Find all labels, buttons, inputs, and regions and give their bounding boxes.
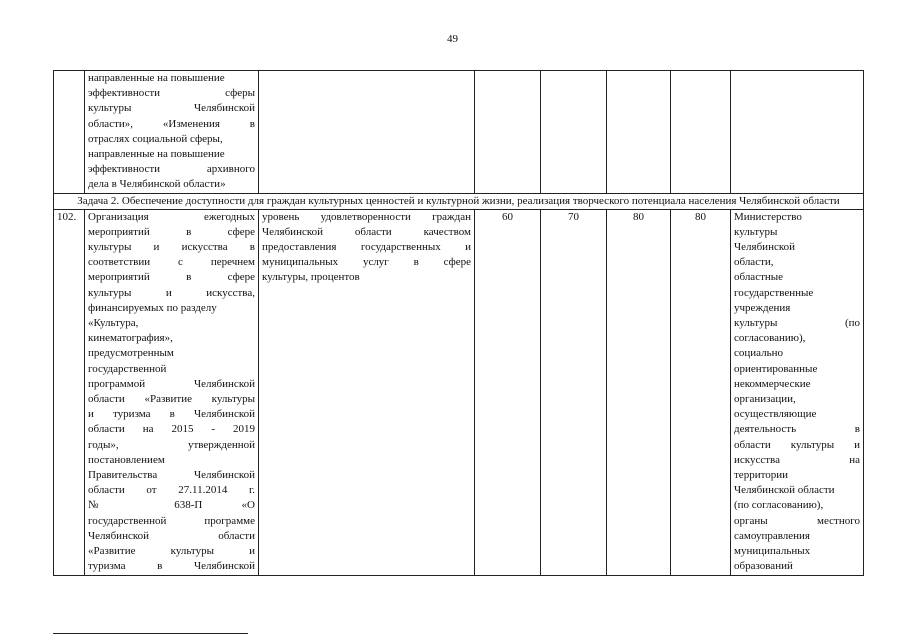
text-line: туризма в Челябинской	[88, 560, 255, 573]
text-line: деятельность в	[734, 423, 860, 436]
text-line: направленные на повышение	[88, 72, 225, 84]
text-line: области на 2015 - 2019	[88, 423, 255, 436]
value-cell: 80	[671, 209, 731, 575]
text-line: муниципальных услуг в сфере	[262, 256, 471, 269]
text-line: ориентированные	[734, 362, 818, 375]
text-line: мероприятий в сфере	[88, 225, 255, 238]
event-text	[88, 210, 255, 575]
text-line: № 638-П «О	[88, 499, 255, 512]
executor-text	[734, 210, 860, 575]
task-heading-row	[54, 193, 864, 209]
indicator-cell-empty	[259, 71, 475, 194]
number-cell-empty	[54, 71, 85, 194]
text-line: области», «Изменения в	[88, 117, 255, 130]
text-line: искусства на	[734, 453, 860, 466]
text-line: организации,	[734, 393, 796, 406]
text-line: соответствии с перечнем	[88, 256, 255, 269]
text-line: области,	[734, 256, 774, 269]
text-line: самоуправления	[734, 529, 810, 542]
text-line: культуры и искусства в	[88, 241, 255, 254]
text-line: культуры	[734, 225, 778, 238]
text-line: отраслях социальной сферы,	[88, 132, 223, 145]
event-continuation-cell	[85, 71, 259, 194]
value-cell-empty	[607, 71, 671, 194]
text-line: программой Челябинской	[88, 377, 255, 390]
text-line: финансируемых по разделу	[88, 301, 217, 314]
text-line: Челябинской	[734, 241, 796, 254]
text-line: постановлением	[88, 453, 165, 466]
text-line: культуры (по	[734, 317, 860, 330]
event-continuation-text	[88, 71, 255, 193]
value-cell-empty	[671, 71, 731, 194]
text-line: предусмотренным	[88, 347, 174, 360]
text-line: области культуры и	[734, 438, 860, 451]
text-line: Челябинской области	[88, 529, 255, 542]
text-line: годы», утвержденной	[88, 438, 255, 451]
task-heading: Задача 2. Обеспечение доступности для граждан культурных ценностей и культурной жизни, реализация творческого потенциала населения Челябинской области	[54, 193, 864, 209]
measures-table	[53, 70, 864, 576]
text-line: образований	[734, 560, 793, 573]
text-line: государственной программе	[88, 514, 255, 527]
indicator-cell	[259, 209, 475, 575]
text-line: муниципальных	[734, 545, 811, 558]
text-line: территории	[734, 469, 789, 482]
value-cell-empty	[475, 71, 541, 194]
text-line: Министерство	[734, 210, 802, 223]
value-cell: 80	[607, 209, 671, 575]
text-line: и туризма в Челябинской	[88, 408, 255, 421]
text-line: культуры, процентов	[262, 271, 360, 284]
text-line: культуры и искусства,	[88, 286, 255, 299]
text-line: областные	[734, 271, 784, 284]
text-line: Челябинской области	[734, 484, 835, 497]
text-line: области от 27.11.2014 г.	[88, 484, 255, 497]
text-line: культуры Челябинской	[88, 102, 255, 115]
text-line: эффективности архивного	[88, 163, 255, 176]
text-line: уровень удовлетворенности граждан	[262, 210, 471, 223]
text-line: дела в Челябинской области»	[88, 178, 226, 191]
executor-cell-empty	[731, 71, 864, 194]
page-number: 49	[447, 33, 458, 45]
value-cell-empty	[541, 71, 607, 194]
value-cell: 60	[475, 209, 541, 575]
executor-cell	[731, 209, 864, 575]
text-line: Организация ежегодных	[88, 210, 255, 223]
text-line: эффективности сферы	[88, 87, 255, 100]
text-line: Челябинской области качеством	[262, 225, 471, 238]
text-line: «Культура,	[88, 317, 139, 330]
row-number: 102.	[54, 209, 85, 575]
continuation-row	[54, 71, 864, 194]
text-line: органы местного	[734, 514, 860, 527]
text-line: (по согласованию),	[734, 499, 824, 512]
text-line: государственной	[88, 362, 167, 375]
text-line: государственные	[734, 286, 814, 299]
text-line: социально	[734, 347, 784, 360]
text-line: осуществляющие	[734, 408, 817, 421]
value-cell: 70	[541, 209, 607, 575]
text-line: согласованию),	[734, 332, 806, 345]
text-line: «Развитие культуры и	[88, 545, 255, 558]
text-line: предоставления государственных и	[262, 241, 471, 254]
table-row	[54, 209, 864, 575]
event-cell	[85, 209, 259, 575]
indicator-text	[262, 210, 471, 286]
text-line: некоммерческие	[734, 377, 811, 390]
text-line: мероприятий в сфере	[88, 271, 255, 284]
footnote-divider	[53, 633, 248, 634]
text-line: кинематография»,	[88, 332, 173, 345]
text-line: области «Развитие культуры	[88, 393, 255, 406]
text-line: учреждения	[734, 301, 791, 314]
text-line: направленные на повышение	[88, 148, 225, 161]
text-line: Правительства Челябинской	[88, 469, 255, 482]
